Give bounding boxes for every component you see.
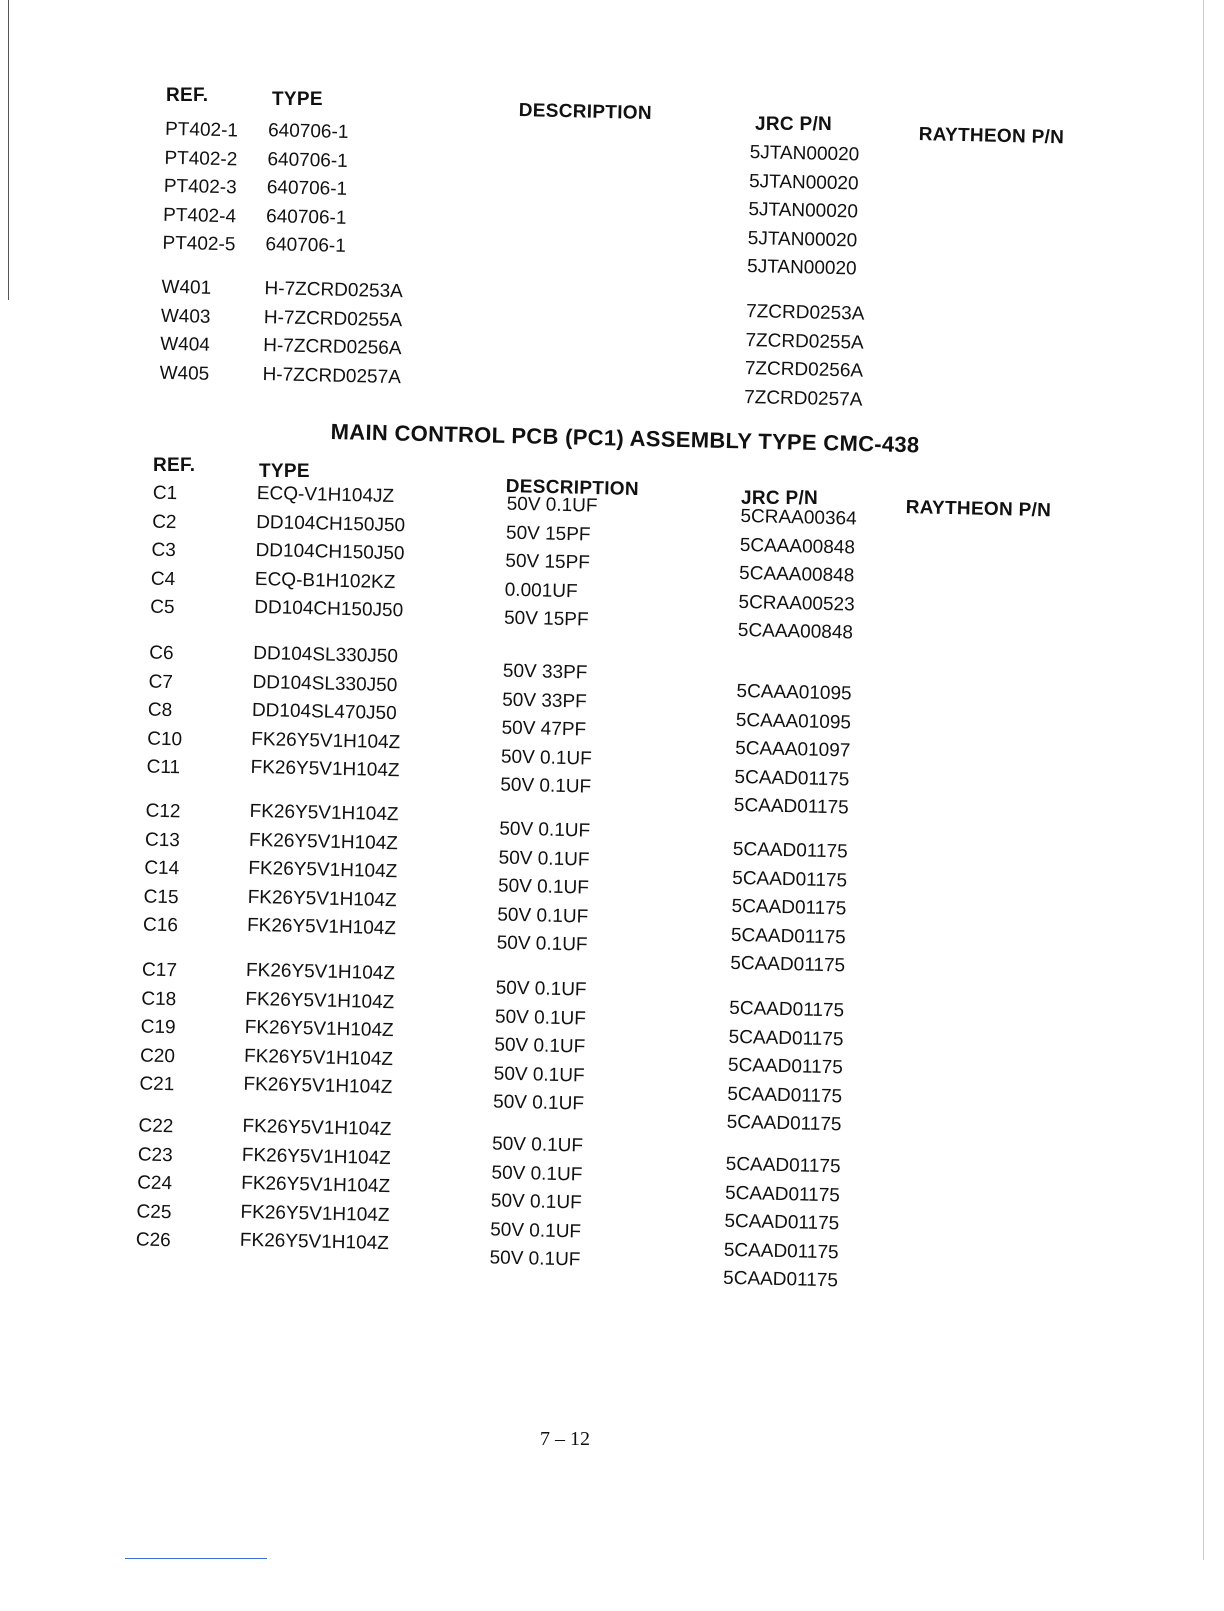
cell-ref: C21: [139, 1073, 175, 1096]
cell-jrc: 5CAAD01175: [726, 1112, 842, 1136]
cell-type: FK26Y5V1H104Z: [240, 1172, 391, 1198]
s1-header-ref: REF.: [166, 85, 209, 106]
cell-ref: C8: [147, 699, 173, 722]
cell-jrc: 5CAAD01175: [724, 1182, 841, 1206]
cell-ref: C1: [152, 482, 178, 505]
s1-header-raytheon: RAYTHEON P/N: [918, 124, 1065, 149]
cell-type: FK26Y5V1H104Z: [239, 1230, 390, 1255]
cell-jrc: 5JTAN00020: [747, 227, 858, 252]
cell-description: 50V 0.1UF: [489, 1247, 581, 1271]
cell-ref: PT402-5: [162, 233, 236, 256]
cell-jrc: 7ZCRD0253A: [745, 301, 865, 325]
cell-type: FK26Y5V1H104Z: [248, 858, 398, 883]
cell-jrc: 5CAAD01175: [727, 1054, 844, 1079]
cell-type: FK26Y5V1H104Z: [248, 829, 399, 854]
cell-jrc: 5CAAD01175: [727, 1083, 843, 1108]
cell-ref: C14: [144, 857, 180, 880]
cell-ref: C15: [143, 886, 179, 909]
cell-description: 50V 0.1UF: [500, 774, 592, 799]
cell-jrc: 5JTAN00020: [749, 142, 860, 166]
cell-jrc: 5JTAN00020: [746, 256, 857, 280]
cell-ref: C22: [138, 1115, 174, 1138]
cell-description: 50V 0.1UF: [494, 1006, 587, 1030]
cell-type: 640706-1: [266, 177, 348, 201]
cell-type: H-7ZCRD0253A: [264, 278, 404, 303]
cell-ref: C24: [136, 1172, 173, 1195]
cell-jrc: 5CAAD01175: [725, 1153, 841, 1178]
cell-description: 50V 0.1UF: [496, 932, 588, 956]
cell-description: 50V 15PF: [505, 522, 591, 546]
cell-type: FK26Y5V1H104Z: [249, 800, 399, 826]
cell-description: 50V 0.1UF: [494, 1034, 586, 1058]
cell-description: 50V 0.1UF: [493, 1063, 585, 1087]
cell-jrc: 5CAAA01095: [735, 709, 852, 734]
cell-ref: PT402-3: [163, 175, 237, 199]
cell-type: FK26Y5V1H104Z: [243, 1074, 393, 1099]
cell-jrc: 5CAAD01175: [722, 1268, 839, 1292]
cell-type: FK26Y5V1H104Z: [243, 1045, 394, 1070]
cell-jrc: 5CAAD01175: [733, 795, 849, 819]
cell-description: 50V 0.1UF: [498, 847, 590, 871]
cell-type: FK26Y5V1H104Z: [251, 728, 401, 754]
cell-type: H-7ZCRD0257A: [262, 363, 402, 388]
cell-description: 50V 0.1UF: [497, 904, 589, 928]
cell-description: 0.001UF: [504, 579, 578, 603]
cell-jrc: 7ZCRD0256A: [744, 358, 864, 382]
cell-ref: W404: [159, 333, 211, 357]
cell-type: FK26Y5V1H104Z: [245, 988, 395, 1013]
cell-ref: C7: [148, 671, 174, 693]
cell-jrc: 5CAAA00848: [737, 620, 854, 644]
cell-description: 50V 33PF: [502, 689, 587, 713]
cell-type: FK26Y5V1H104Z: [241, 1144, 391, 1169]
cell-type: FK26Y5V1H104Z: [250, 757, 400, 782]
s1-header-description: DESCRIPTION: [518, 100, 653, 125]
cell-jrc: 5CAAD01175: [731, 896, 847, 920]
cell-ref: C20: [139, 1045, 176, 1068]
cell-description: 50V 0.1UF: [495, 977, 587, 1001]
cell-jrc: 5CAAD01175: [728, 1026, 844, 1050]
cell-type: FK26Y5V1H104Z: [246, 915, 397, 940]
s2-header-raytheon: RAYTHEON P/N: [905, 497, 1052, 522]
cell-description: 50V 0.1UF: [500, 746, 593, 770]
cell-jrc: 5CAAA00848: [739, 534, 856, 559]
cell-jrc: 5CAAD01175: [730, 953, 846, 977]
cell-ref: C19: [140, 1016, 176, 1039]
cell-ref: C17: [141, 959, 178, 982]
section2-title: MAIN CONTROL PCB (PC1) ASSEMBLY TYPE CMC-438: [330, 419, 920, 458]
s1-header-type: TYPE: [272, 89, 323, 110]
cell-type: DD104CH150J50: [255, 511, 406, 536]
cell-type: 640706-1: [265, 234, 347, 258]
cell-ref: C3: [151, 539, 177, 562]
cell-jrc: 5CAAA01095: [736, 680, 852, 705]
cell-jrc: 5CAAD01175: [729, 997, 845, 1022]
cell-jrc: 5CAAD01175: [732, 867, 848, 892]
cell-ref: W401: [161, 276, 212, 299]
cell-jrc: 5CAAD01175: [724, 1210, 840, 1235]
cell-type: ECQ-V1H104JZ: [256, 482, 395, 508]
cell-description: 50V 0.1UF: [491, 1133, 584, 1157]
cell-ref: C18: [141, 988, 177, 1010]
cell-type: H-7ZCRD0256A: [262, 335, 402, 360]
cell-type: FK26Y5V1H104Z: [242, 1115, 392, 1141]
cell-jrc: 5CAAD01175: [730, 924, 846, 949]
cell-ref: C4: [150, 568, 176, 590]
cell-ref: PT402-2: [164, 147, 238, 171]
cell-ref: C26: [135, 1229, 171, 1252]
cell-jrc: 5CAAA01097: [734, 738, 851, 762]
cell-type: FK26Y5V1H104Z: [245, 959, 396, 985]
cell-description: 50V 33PF: [502, 660, 588, 684]
cell-ref: PT402-4: [162, 204, 237, 228]
s2-header-description: DESCRIPTION: [505, 476, 640, 501]
cell-ref: W403: [160, 305, 211, 328]
cell-type: FK26Y5V1H104Z: [247, 886, 397, 912]
cell-ref: C23: [137, 1144, 173, 1166]
cell-jrc: 5CAAD01175: [723, 1239, 839, 1264]
s1-header-jrc: JRC P/N: [755, 114, 833, 135]
cell-jrc: 5CAAA00848: [738, 563, 855, 587]
cell-type: FK26Y5V1H104Z: [240, 1201, 390, 1226]
cell-type: DD104SL330J50: [252, 671, 398, 696]
cell-type: H-7ZCRD0255A: [263, 306, 403, 331]
cell-ref: PT402-1: [164, 118, 239, 142]
cell-description: 50V 15PF: [503, 607, 589, 631]
cell-ref: C6: [148, 642, 174, 665]
cell-description: 50V 0.1UF: [491, 1162, 583, 1186]
cell-ref: C11: [146, 756, 181, 779]
cell-description: 50V 0.1UF: [499, 818, 591, 842]
s2-header-ref: REF.: [153, 455, 196, 476]
s2-header-type: TYPE: [259, 461, 310, 482]
s2-header-jrc: JRC P/N: [741, 488, 819, 509]
cell-jrc: 5JTAN00020: [748, 170, 859, 195]
cell-type: FK26Y5V1H104Z: [244, 1017, 394, 1042]
cell-description: 50V 47PF: [501, 717, 587, 741]
cell-ref: W405: [159, 362, 210, 385]
cell-description: 50V 0.1UF: [506, 493, 598, 517]
cell-ref: C2: [151, 511, 177, 533]
cell-jrc: 5JTAN00020: [748, 199, 859, 223]
cell-type: 640706-1: [267, 120, 349, 143]
cell-type: DD104CH150J50: [254, 597, 404, 622]
cell-description: 50V 0.1UF: [497, 875, 590, 899]
cell-type: 640706-1: [267, 148, 348, 172]
cell-ref: C16: [142, 914, 179, 937]
cell-jrc: 5CAAD01175: [734, 766, 850, 791]
cell-ref: C25: [136, 1201, 172, 1223]
cell-type: DD104SL330J50: [253, 642, 399, 668]
cell-type: 640706-1: [265, 205, 347, 229]
cell-type: ECQ-B1H102KZ: [254, 568, 396, 593]
cell-description: 50V 0.1UF: [490, 1190, 582, 1214]
cell-type: DD104SL470J50: [251, 700, 397, 725]
cell-type: DD104CH150J50: [255, 540, 405, 565]
cell-jrc: 5CRAA00523: [738, 591, 855, 616]
cell-ref: C12: [145, 800, 181, 823]
cell-description: 50V 0.1UF: [489, 1219, 582, 1243]
cell-ref: C13: [144, 829, 181, 851]
cell-jrc: 7ZCRD0255A: [745, 329, 864, 354]
page-number: 7 – 12: [540, 1428, 590, 1450]
cell-jrc: 7ZCRD0257A: [743, 386, 863, 411]
cell-jrc: 5CAAD01175: [732, 838, 848, 863]
cell-description: 50V 15PF: [505, 550, 591, 574]
cell-ref: C5: [150, 596, 175, 619]
cell-description: 50V 0.1UF: [492, 1091, 585, 1115]
cell-ref: C10: [147, 728, 183, 751]
cell-jrc: 5CRAA00364: [740, 505, 857, 530]
